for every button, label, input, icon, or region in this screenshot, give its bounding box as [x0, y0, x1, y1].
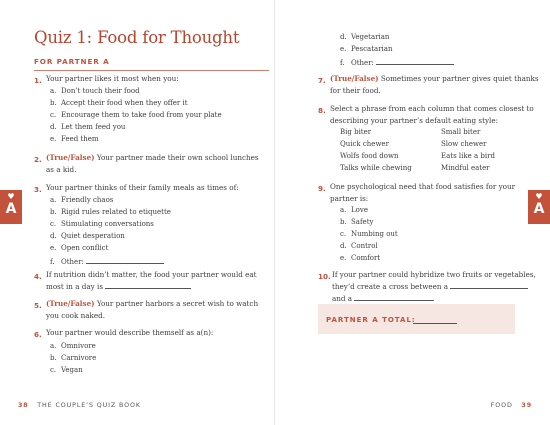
- answer-option[interactable]: d. Quiet desperation: [50, 232, 125, 240]
- fill-in-blank[interactable]: [86, 256, 164, 264]
- fill-in-blank[interactable]: [376, 57, 454, 65]
- eating-style-option[interactable]: Wolfs food down: [340, 152, 399, 160]
- question-number: 3.: [34, 185, 42, 194]
- answer-option[interactable]: b. Accept their food when they offer it: [50, 99, 188, 107]
- question-text: partner is:: [330, 194, 369, 203]
- question-number: 10.: [318, 272, 331, 281]
- fill-in-blank[interactable]: [450, 281, 528, 289]
- heart-icon: ♥: [535, 192, 543, 201]
- page-number: 38: [18, 402, 29, 409]
- eating-style-option[interactable]: Eats like a bird: [441, 152, 495, 160]
- section-name: FOOD: [490, 402, 513, 409]
- question-text: you cook naked.: [46, 311, 106, 320]
- answer-option[interactable]: c. Encourage them to take food from your plate: [50, 111, 222, 119]
- footer-left: [18, 402, 141, 409]
- question-text: Your partner would describe themself as a(n):: [46, 328, 214, 337]
- answer-option[interactable]: d. Let them feed you: [50, 123, 126, 131]
- question-number: 4.: [34, 272, 42, 281]
- heart-icon: ♥: [7, 192, 15, 201]
- answer-option[interactable]: c. Stimulating conversations: [50, 220, 154, 228]
- answer-option[interactable]: b. Rigid rules related to etiquette: [50, 208, 171, 216]
- question-text: Your partner likes it most when you:: [46, 74, 179, 83]
- answer-option[interactable]: e. Comfort: [340, 254, 381, 262]
- answer-option[interactable]: e. Feed them: [50, 135, 99, 143]
- answer-option[interactable]: e. Pescatarian: [340, 45, 393, 53]
- question-text: (True/False) Your partner made their own school lunches: [46, 153, 259, 162]
- eating-style-option[interactable]: Mindful eater: [441, 164, 490, 172]
- answer-option[interactable]: a. Omnivore: [50, 342, 96, 350]
- section-tab-letter: A: [5, 201, 17, 217]
- answer-option[interactable]: a. Friendly chaos: [50, 196, 114, 204]
- question-text: Select a phrase from each column that comes closest to: [330, 104, 534, 113]
- page-gutter: [274, 0, 275, 425]
- eating-style-option[interactable]: Slow chewer: [441, 140, 487, 148]
- fill-in-blank[interactable]: [105, 281, 191, 289]
- question-text: (True/False) Sometimes your partner gives quiet thanks: [330, 74, 539, 83]
- score-total-label: PARTNER A TOTAL:: [326, 316, 416, 324]
- section-divider: [34, 70, 269, 71]
- book-title: THE COUPLE’S QUIZ BOOK: [37, 402, 141, 409]
- question-number: 9.: [318, 184, 326, 193]
- question-text: as a kid.: [46, 165, 77, 174]
- section-tab: [528, 190, 550, 224]
- question-text: and a: [332, 293, 434, 305]
- question-text: they’d create a cross between a: [332, 281, 528, 293]
- eating-style-option[interactable]: Small biter: [441, 128, 481, 136]
- question-text: (True/False) Your partner harbors a secret wish to watch: [46, 299, 259, 308]
- fill-in-blank[interactable]: [354, 293, 434, 301]
- eating-style-option[interactable]: Quick chewer: [340, 140, 389, 148]
- section-tab: [0, 190, 22, 224]
- eating-style-option[interactable]: Talks while chewing: [340, 164, 412, 172]
- answer-option[interactable]: d. Control: [340, 242, 378, 250]
- answer-option[interactable]: b. Safety: [340, 218, 374, 226]
- answer-option[interactable]: c. Vegan: [50, 366, 83, 374]
- question-text: If nutrition didn’t matter, the food your partner would eat: [46, 270, 257, 279]
- question-number: 8.: [318, 106, 326, 115]
- question-number: 6.: [34, 330, 42, 339]
- answer-option[interactable]: a. Love: [340, 206, 368, 214]
- answer-option[interactable]: c. Numbing out: [340, 230, 398, 238]
- question-number: 7.: [318, 76, 326, 85]
- question-text: for their food.: [330, 86, 381, 95]
- answer-option[interactable]: e. Open conflict: [50, 244, 109, 252]
- question-text: If your partner could hybridize two fruits or vegetables,: [332, 270, 536, 279]
- question-text: One psychological need that food satisfies for your: [330, 182, 516, 191]
- answer-option-other[interactable]: f. Other:: [50, 256, 164, 266]
- question-text: most in a day is: [46, 281, 191, 293]
- question-number: 1.: [34, 76, 42, 85]
- answer-option-other[interactable]: f. Other:: [340, 57, 454, 67]
- footer-right: [491, 402, 532, 409]
- answer-option[interactable]: d. Vegetarian: [340, 33, 390, 41]
- eating-style-option[interactable]: Big biter: [340, 128, 372, 136]
- page-number: 39: [521, 402, 532, 409]
- score-total-field[interactable]: [413, 323, 457, 324]
- question-text: Your partner thinks of their family meals as times of:: [46, 183, 239, 192]
- answer-option[interactable]: b. Carnivore: [50, 354, 97, 362]
- question-text: describing your partner’s default eating style:: [330, 116, 498, 125]
- question-number: 2.: [34, 155, 42, 164]
- section-tab-letter: A: [533, 201, 545, 217]
- question-number: 5.: [34, 301, 42, 310]
- answer-option[interactable]: a. Don’t touch their food: [50, 87, 140, 95]
- quiz-title: Quiz 1: Food for Thought: [34, 28, 240, 47]
- section-heading: FOR PARTNER A: [34, 57, 110, 66]
